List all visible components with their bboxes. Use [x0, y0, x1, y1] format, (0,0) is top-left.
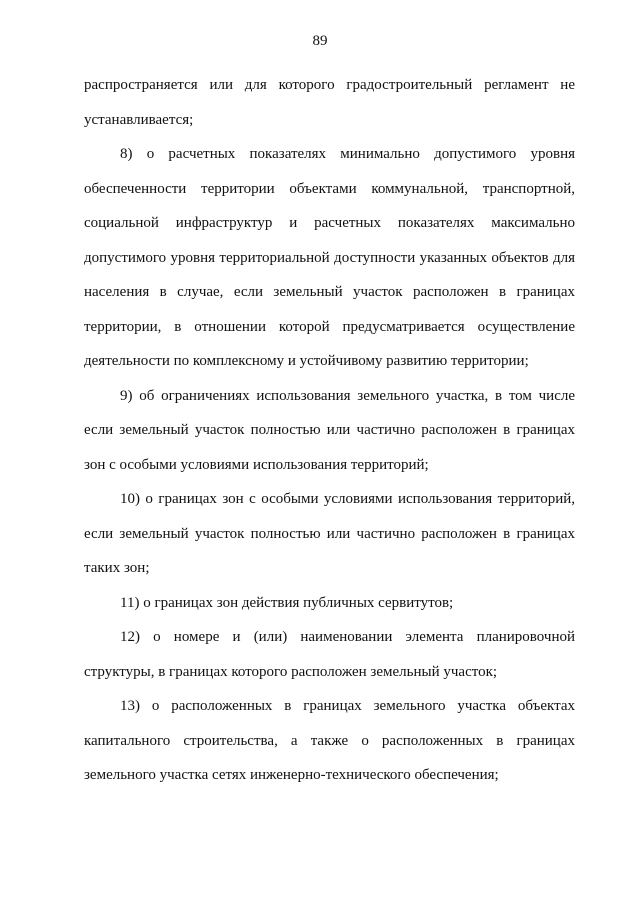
paragraph-item-12: 12) о номере и (или) наименовании элемента планировочной структуры, в границах которого расположен земельный участок; [84, 629, 575, 680]
page-number: 89 [312, 33, 328, 49]
paragraph-item-10: 10) о границах зон с особыми условиями использования территорий, если земельный участок полностью или частично расположен в границах таких зон; [84, 491, 575, 576]
paragraph-item-9: 9) об ограничениях использования земельного участка, в том числе если земельный участок полностью или частично расположен в границах зон с особыми условиями использования территорий; [84, 387, 575, 473]
paragraph-continuation: распространяется или для которого градостроительный регламент не устанавливается; [84, 77, 575, 128]
paragraph-item-11: 11) о границах зон действия публичных сервитутов; [120, 594, 454, 611]
paragraph-item-8: 8) о расчетных показателях минимально допустимого уровня обеспеченности территории объектами коммунальной, транспортной, социальной инфраструктур и расчетных показателях максимально допустимого уровня территориальной доступности указанных объектов для населения в случае, если земельный участок расположен в границах территории, в отношении которой предусматривается осуществление деятельности по комплексному и устойчивому развитию территории; [84, 146, 575, 369]
paragraph-item-13: 13) о расположенных в границах земельного участка объектах капитального строительства, а также о расположенных в границах земельного участка сетях инженерно-технического обеспечения; [84, 698, 575, 783]
document-body [84, 68, 575, 793]
